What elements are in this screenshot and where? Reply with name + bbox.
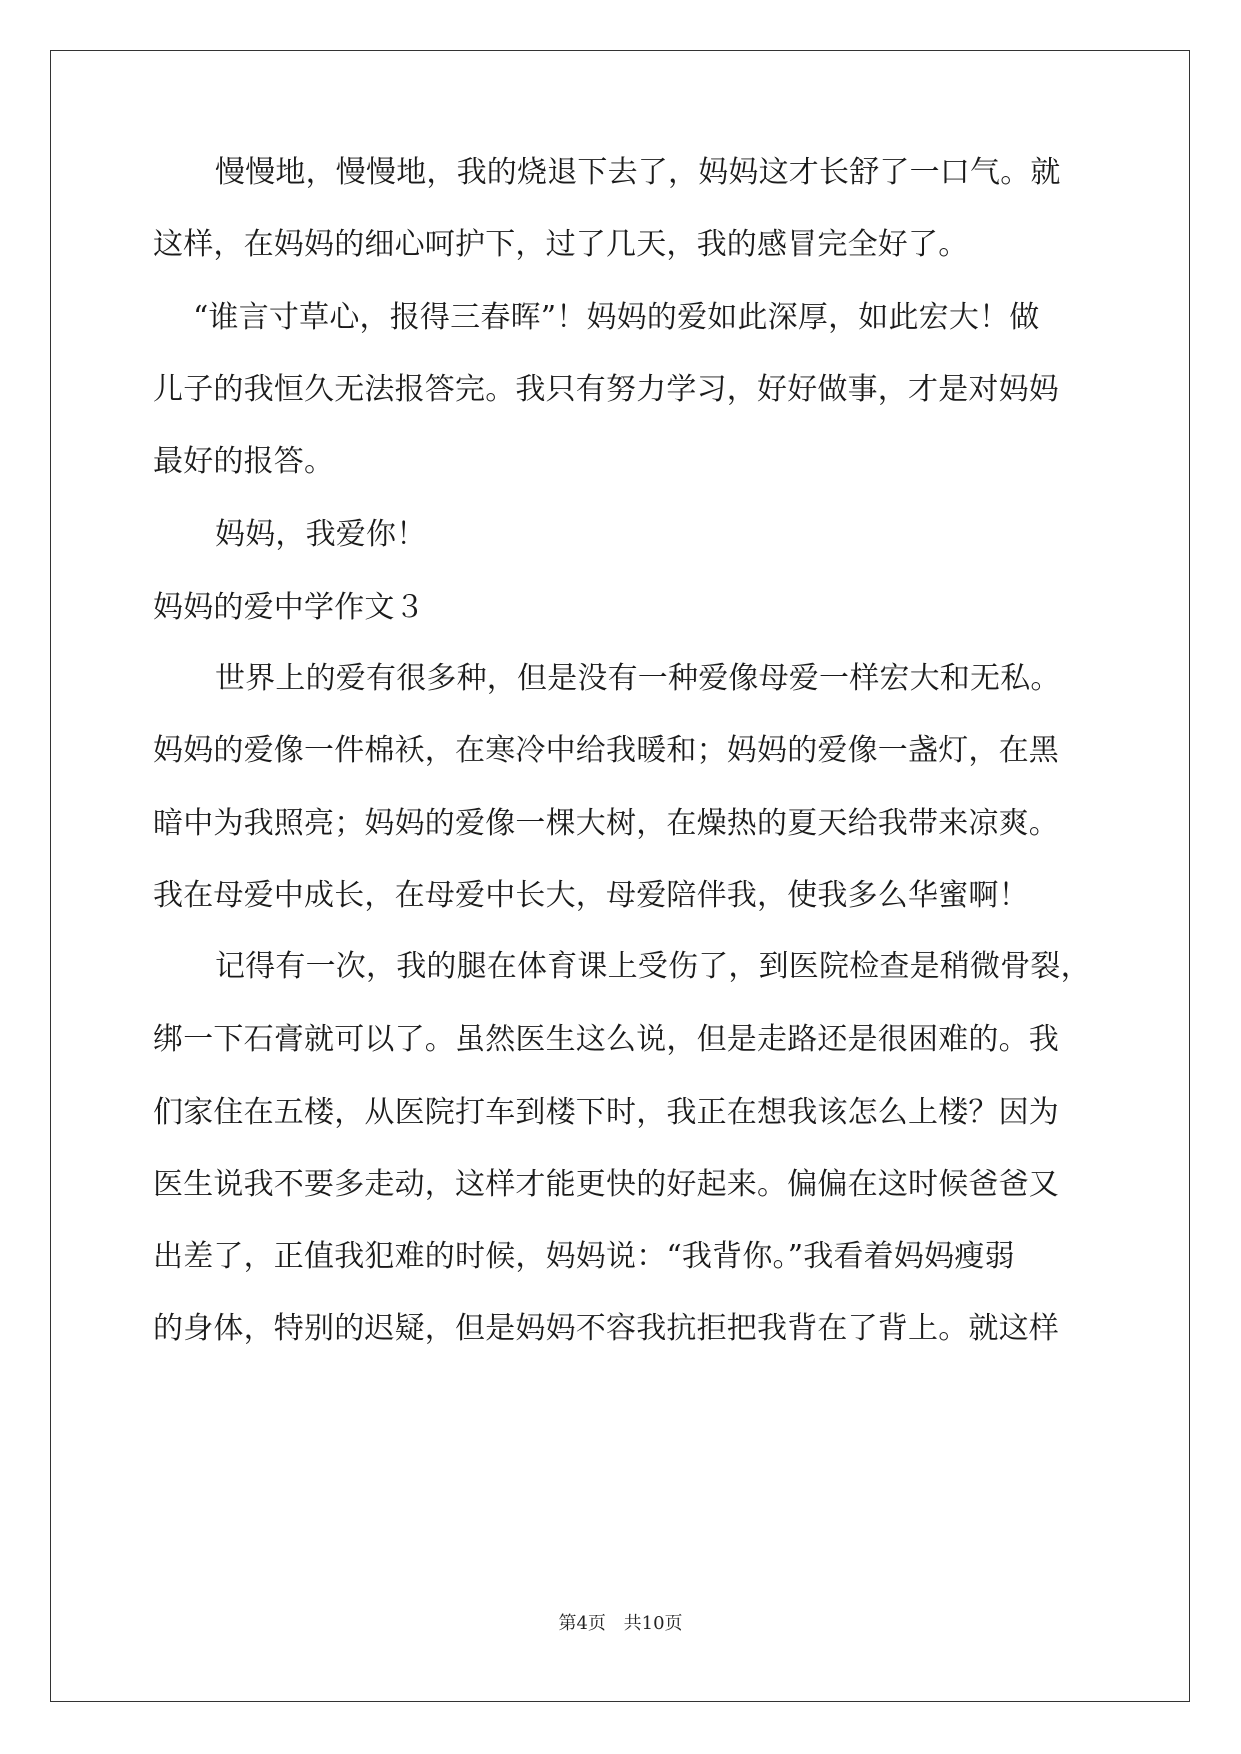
paragraph-line: 们家住在五楼，从医院打车到楼下时，我正在想我该怎么上楼？因为	[153, 1095, 1059, 1130]
paragraph-line: 出差了，正值我犯难的时候，妈妈说：“我背你。”我看着妈妈瘦弱	[153, 1239, 1015, 1274]
paragraph-line: 绑一下石膏就可以了。虽然医生这么说，但是走路还是很困难的。我	[153, 1022, 1059, 1057]
paragraph-line: 慢慢地，慢慢地，我的烧退下去了，妈妈这才长舒了一口气。就	[215, 155, 1061, 190]
page-number: 第4页	[558, 1613, 606, 1634]
section-title: 妈妈的爱中学作文３	[153, 590, 425, 625]
paragraph-line: 暗中为我照亮；妈妈的爱像一棵大树，在燥热的夏天给我带来凉爽。	[153, 806, 1059, 841]
paragraph-line: 我在母爱中成长，在母爱中长大，母爱陪伴我，使我多么华蜜啊！	[153, 878, 1029, 913]
paragraph-line: 的身体，特别的迟疑，但是妈妈不容我抗拒把我背在了背上。就这样	[153, 1311, 1059, 1346]
paragraph-line: 最好的报答。	[153, 444, 335, 479]
page-total: 共10页	[623, 1613, 683, 1634]
page-footer	[0, 1612, 1241, 1636]
paragraph-line: 妈妈的爱像一件棉袄，在寒冷中给我暖和；妈妈的爱像一盏灯，在黑	[153, 733, 1059, 768]
paragraph-line: 医生说我不要多走动，这样才能更快的好起来。偏偏在这时候爸爸又	[153, 1167, 1059, 1202]
paragraph-line: 世界上的爱有很多种，但是没有一种爱像母爱一样宏大和无私。	[215, 661, 1061, 696]
paragraph-line: 儿子的我恒久无法报答完。我只有努力学习，好好做事，才是对妈妈	[153, 372, 1059, 407]
paragraph-line: 记得有一次，我的腿在体育课上受伤了，到医院检查是稍微骨裂，	[215, 949, 1091, 984]
paragraph-line: 这样，在妈妈的细心呵护下，过了几天，我的感冒完全好了。	[153, 227, 969, 262]
paragraph-line: “谁言寸草心，报得三春晖”！妈妈的爱如此深厚，如此宏大！做	[193, 300, 1040, 335]
paragraph-line: 妈妈，我爱你！	[215, 517, 427, 552]
